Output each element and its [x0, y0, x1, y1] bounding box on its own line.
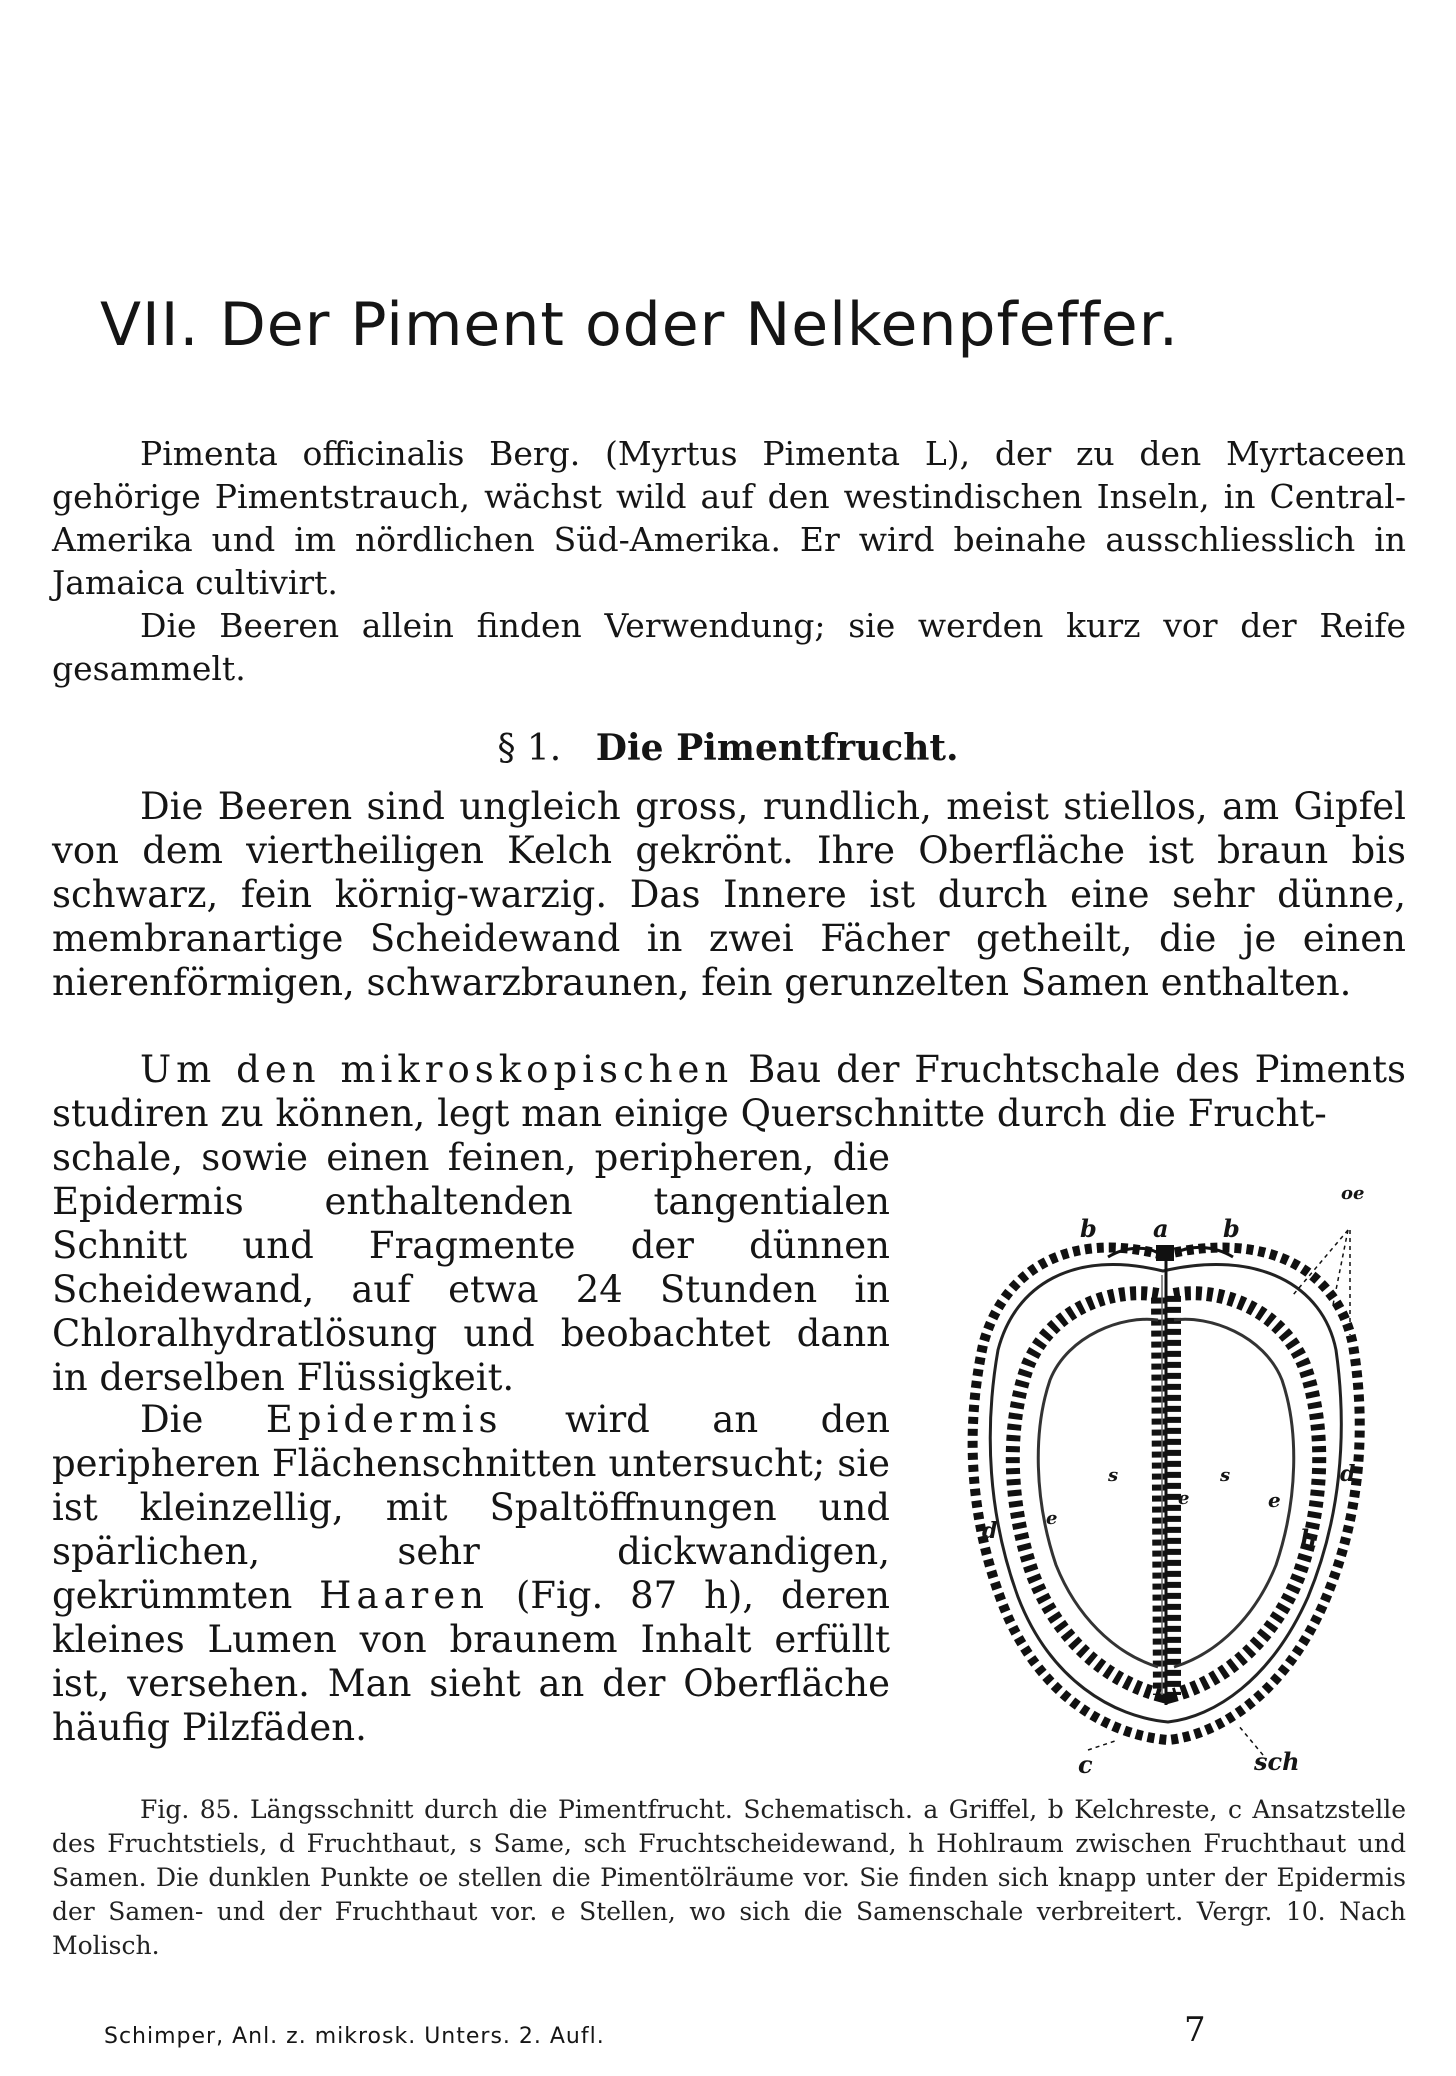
- figure-label-e-right: e: [1268, 1488, 1281, 1512]
- body-paragraph-preparation: schale, sowie einen feinen, peripheren, die Epidermis enthaltenden tangentialen Schnitt und Fragmente der dünnen Scheidewand, auf etwa 24 Stunden in Chloralhydratlösung und beobachtet dann in derselben Flüssigkeit.: [52, 1136, 890, 1399]
- paragraph-text: Die: [140, 1398, 266, 1441]
- section-name: Die Pimentfrucht.: [595, 727, 959, 769]
- figure-label-d-right: d: [1340, 1461, 1356, 1487]
- figure-label-e-mid: e: [1178, 1488, 1190, 1509]
- spaced-term-epidermis: Epidermis: [265, 1398, 503, 1441]
- section-number: § 1.: [497, 728, 562, 769]
- paragraph-text: Bau der Fruchtschale des Piments studiren zu können, legt man einige Querschnitte durch die Frucht-: [52, 1048, 1406, 1135]
- intro-paragraph-1: Pimenta officinalis Berg. (Myrtus Pimenta L), der zu den Myrtaceen gehörige Pimentstrauch, wächst wild auf den westindischen Inseln, in Central-Amerika und im nördlichen Süd-Amerika. Er wird beinahe ausschliesslich in Jamaica cultivirt.: [52, 434, 1406, 602]
- page-footer-source: Schimper, Anl. z. mikrosk. Unters. 2. Aufl.: [104, 2024, 605, 2049]
- figure-label-s-left: s: [1108, 1465, 1119, 1486]
- figure-label-s-right: s: [1220, 1465, 1231, 1486]
- body-paragraph-microscopy: [52, 1048, 1406, 1136]
- chapter-title: VII. Der Piment oder Nelkenpfeffer.: [100, 290, 1179, 360]
- section-heading: [0, 726, 1456, 771]
- figure-label-b-right: b: [1223, 1214, 1240, 1243]
- figure-caption: Fig. 85. Längsschnitt durch die Pimentfrucht. Schematisch. a Griffel, b Kelchreste, c Ansatzstelle des Fruchtstiels, d Fruchthaut, s Same, sch Fruchtscheidewand, h Hohlraum zwischen Fruchthaut und Samen. Die dunklen Punkte oe stellen die Pimentölräume vor. Sie finden sich knapp unter der Epidermis der Samen- und der Fruchthaut vor. e Stellen, wo sich die Samenschale verbreitert. Vergr. 10. Nach Molisch.: [52, 1795, 1406, 1960]
- body-paragraph-berries: Die Beeren sind ungleich gross, rundlich, meist stiellos, am Gipfel von dem viertheiligen Kelch gekrönt. Ihre Oberfläche ist braun bis schwarz, fein körnig-warzig. Das Innere ist durch eine sehr dünne, membranartige Scheidewand in zwei Fächer getheilt, die je einen nierenförmigen, schwarzbraunen, fein gerunzelten Samen enthalten.: [52, 785, 1406, 1004]
- style-stub: [1156, 1245, 1174, 1261]
- figure-label-a: a: [1153, 1214, 1169, 1243]
- figure-label-c: c: [1078, 1750, 1093, 1779]
- spaced-term-haaren: Haaren: [319, 1574, 489, 1617]
- page-number: 7: [1184, 2010, 1206, 2050]
- figure-label-sch: sch: [1254, 1747, 1300, 1776]
- paragraph-text: (Fig. 87 h), deren kleines Lumen von braunem Inhalt erfüllt ist, versehen. Man sieht an der Oberfläche häufig Pilzfäden.: [52, 1574, 890, 1749]
- intro-paragraph-2: Die Beeren allein finden Verwendung; sie werden kurz vor der Reife gesammelt.: [52, 606, 1406, 688]
- paragraph-text: wird an den peripheren Flächenschnitten untersucht; sie ist kleinzellig, mit Spaltöffnungen und spärlichen, sehr dickwandigen, gekrümmten: [52, 1398, 890, 1617]
- body-paragraph-epidermis: [52, 1398, 890, 1750]
- figure-label-d-left: d: [982, 1518, 998, 1544]
- figure-label-oe: oe: [1341, 1183, 1365, 1204]
- seed-right: [1174, 1293, 1319, 1695]
- spaced-phrase: Um den mikroskopischen: [140, 1048, 734, 1091]
- figure-label-b-left: b: [1080, 1214, 1097, 1243]
- fruit-section-illustration: [938, 1175, 1398, 1785]
- figure-85-fruit-section: [938, 1175, 1398, 1785]
- figure-label-h: h: [1300, 1524, 1318, 1553]
- figure-label-e-left: e: [1046, 1508, 1058, 1529]
